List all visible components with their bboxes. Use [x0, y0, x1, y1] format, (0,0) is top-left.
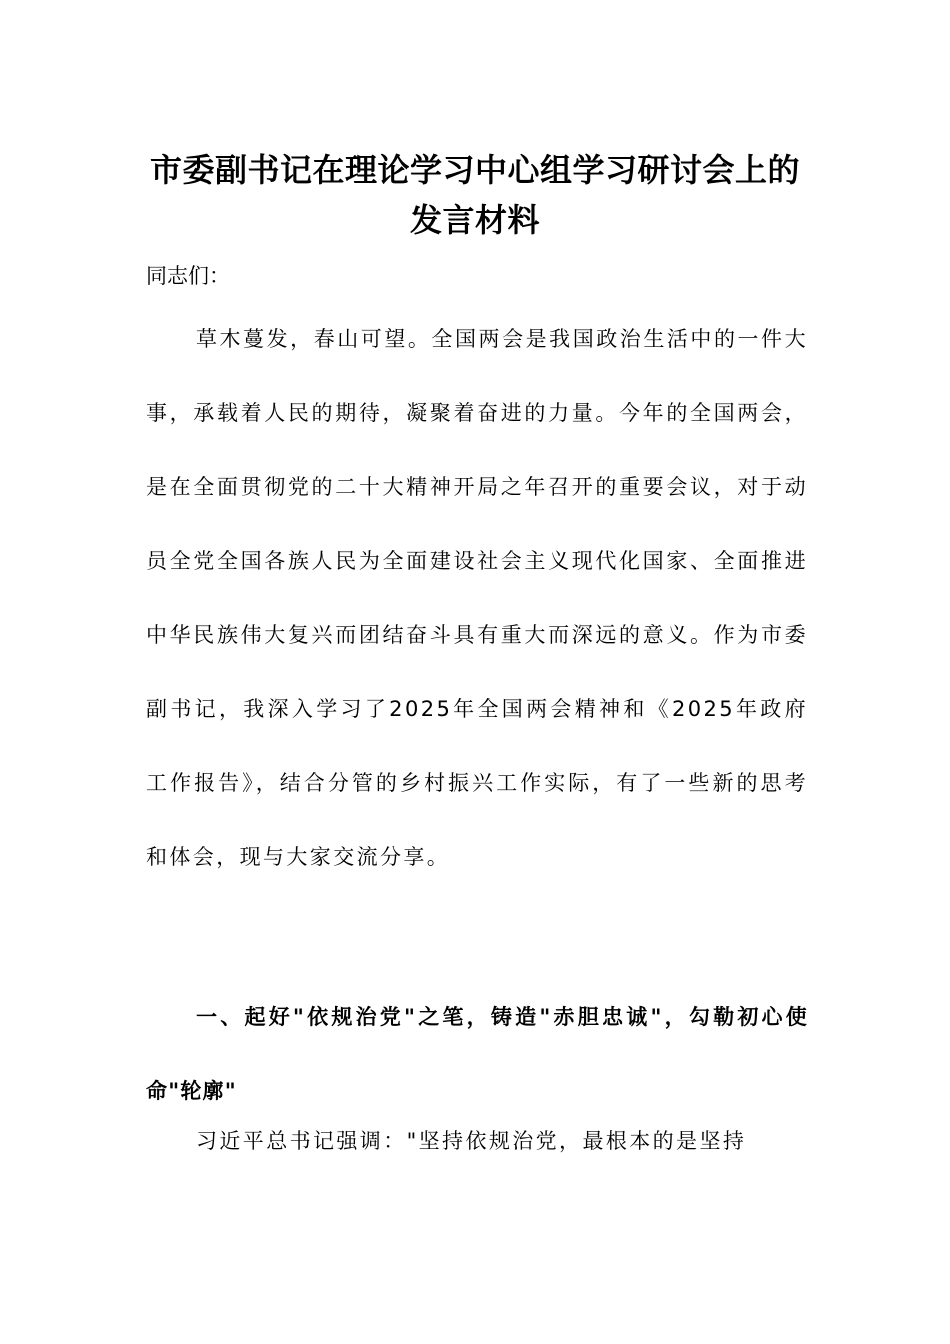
section-1-paragraph: 习近平总书记强调："坚持依规治党，最根本的是坚持	[196, 1129, 747, 1153]
salutation: 同志们：	[146, 264, 230, 288]
section-heading-1: 一、起好"依规治党"之笔，铸造"赤胆忠诚"，勾勒初心使命"轮廓"	[146, 1005, 808, 1103]
intro-paragraph: 草木蔓发，春山可望。全国两会是我国政治生活中的一件大事，承载着人民的期待，凝聚着奋进的力量。今年的全国两会，是在全面贯彻党的二十大精神开局之年召开的重要会议，对于动员全党全国各族人民为全面建设社会主义现代化国家、全面推进中华民族伟大复兴而团结奋斗具有重大而深远的意义。作为市委副书记，我深入学习了2025年全国两会精神和《2025年政府工作报告》，结合分管的乡村振兴工作实际，有了一些新的思考和体会，现与大家交流分享。	[146, 327, 808, 869]
document-title: 市委副书记在理论学习中心组学习研讨会上的发言材料	[149, 151, 800, 239]
